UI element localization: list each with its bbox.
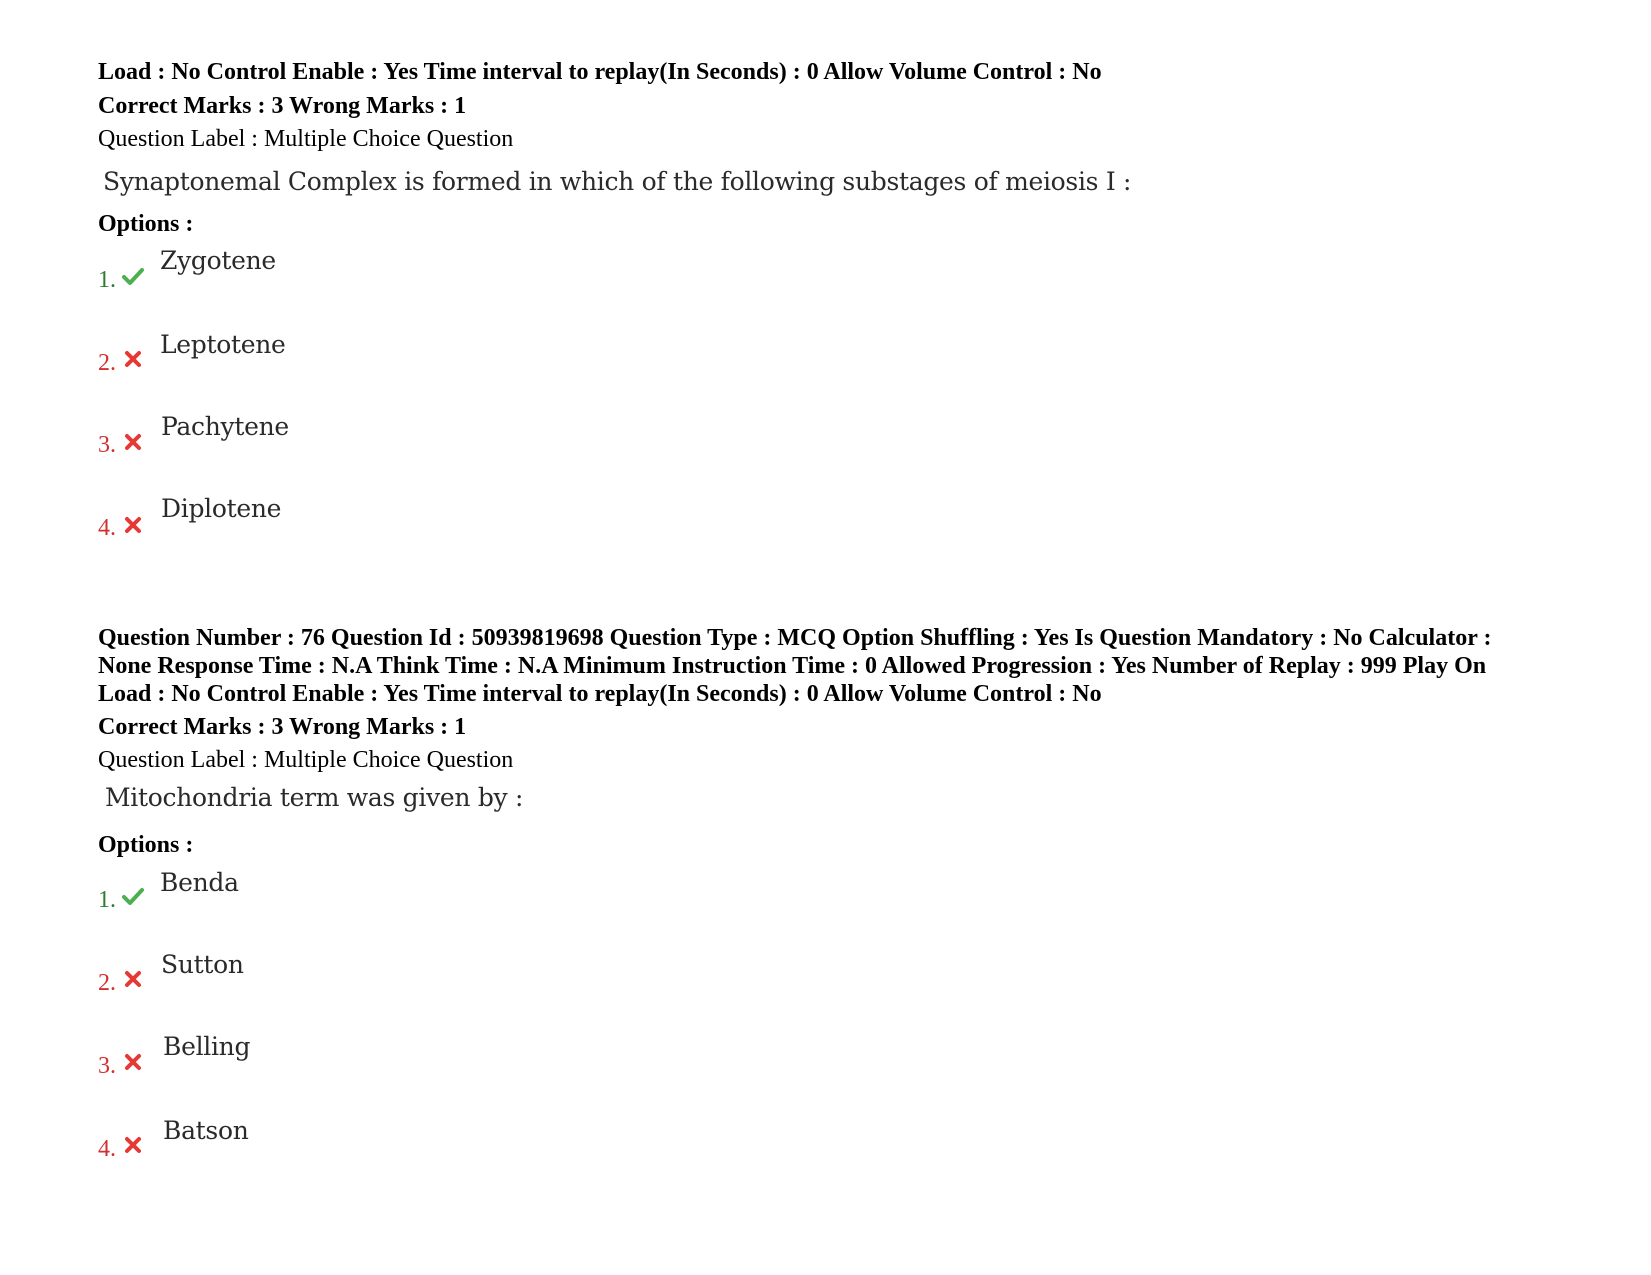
question-meta-line: Load : No Control Enable : Yes Time interval to replay(In Seconds) : 0 Allow Volume Control : No [98,681,1102,707]
cross-icon [124,433,142,451]
cross-icon [124,1053,142,1071]
options-title: Options : [98,832,194,858]
option-text: Benda [160,868,239,897]
option-number: 2. [98,970,116,996]
option-text: Diplotene [161,494,282,523]
option-number: 2. [98,350,116,376]
option-text: Pachytene [161,412,289,441]
check-icon [121,884,145,908]
option-text: Batson [163,1116,249,1145]
cross-icon [124,516,142,534]
option-text: Belling [163,1032,251,1061]
question-meta-line: None Response Time : N.A Think Time : N.A Minimum Instruction Time : 0 Allowed Progression : Yes Number of Replay : 999 Play On [98,653,1487,679]
cross-icon [124,970,142,988]
options-title: Options : [98,211,194,237]
question-text: Synaptonemal Complex is formed in which of the following substages of meiosis I : [103,167,1132,196]
option-number: 3. [98,432,116,458]
question-meta-line: Load : No Control Enable : Yes Time interval to replay(In Seconds) : 0 Allow Volume Control : No [98,59,1102,85]
question-label: Question Label : Multiple Choice Question [98,747,514,773]
option-number: 3. [98,1053,116,1079]
marks-line: Correct Marks : 3 Wrong Marks : 1 [98,714,467,740]
question-text: Mitochondria term was given by : [105,783,524,812]
option-text: Zygotene [160,246,276,275]
cross-icon [124,350,142,368]
option-number: 4. [98,1136,116,1162]
option-text: Leptotene [160,330,286,359]
marks-line: Correct Marks : 3 Wrong Marks : 1 [98,93,467,119]
question-meta-line: Question Number : 76 Question Id : 50939819698 Question Type : MCQ Option Shuffling : Yes Is Question Mandatory : No Calculator : [98,625,1492,651]
option-number: 4. [98,515,116,541]
option-text: Sutton [161,950,244,979]
option-number: 1. [98,887,116,913]
question-label: Question Label : Multiple Choice Question [98,126,514,152]
check-icon [121,264,145,288]
option-number: 1. [98,267,116,293]
cross-icon [124,1136,142,1154]
